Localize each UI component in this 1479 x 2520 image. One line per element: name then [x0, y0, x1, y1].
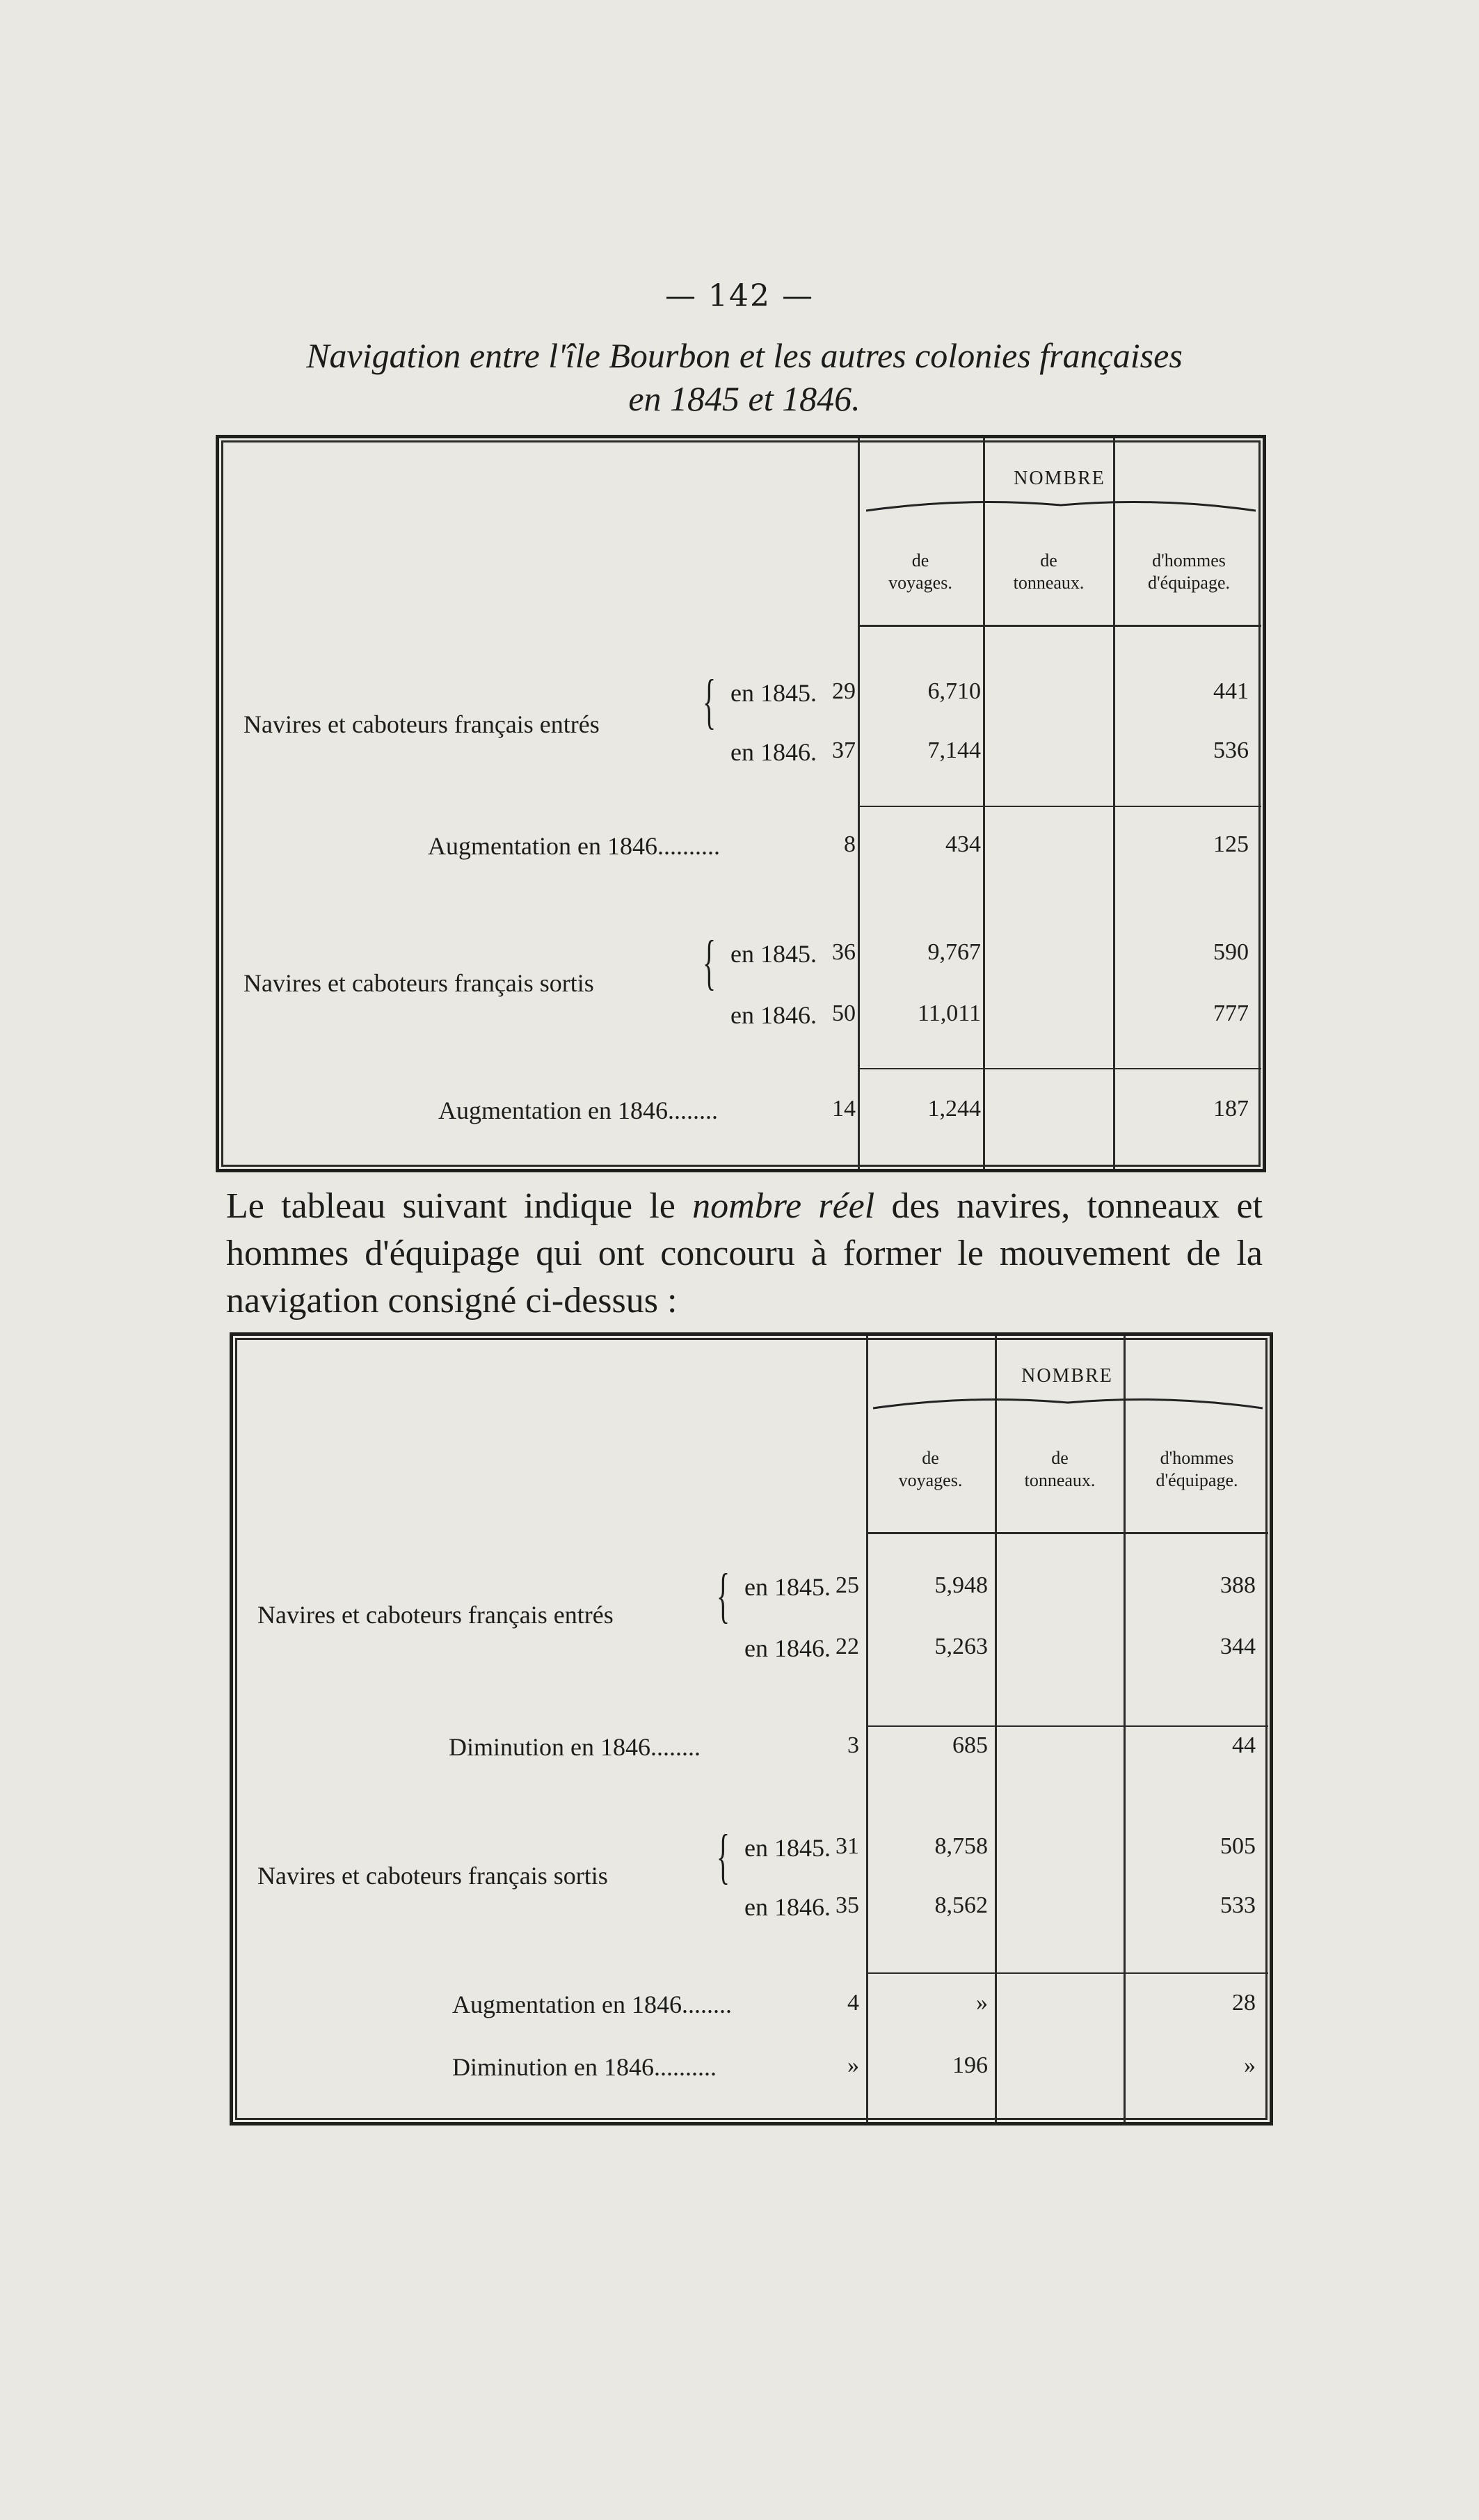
- year-1846: en 1846.: [730, 1001, 817, 1029]
- col-tonneaux-header: [996, 1447, 1124, 1492]
- cell-entres-1846-tonneaux: 7,144: [927, 737, 981, 763]
- augmentation-label: Augmentation en 1846........: [438, 1096, 718, 1124]
- col-hommes-line2: d'équipage.: [1156, 1470, 1238, 1490]
- cell-sortis-1845-hommes: 590: [1213, 939, 1249, 965]
- cell-entres-1846-voyages: 22: [836, 1634, 859, 1659]
- cell-dim1-hommes: 44: [1232, 1732, 1256, 1758]
- cell-aug2-hommes: 187: [1213, 1096, 1249, 1122]
- cell-aug-voyages: 4: [847, 1990, 859, 2016]
- cell-sortis-1846-hommes: 777: [1213, 1000, 1249, 1026]
- cell-dim1-tonneaux: 685: [952, 1732, 988, 1758]
- page-title: [209, 334, 1280, 420]
- sortis-label: Navires et caboteurs français sortis: [243, 969, 594, 997]
- col-hommes-header: [1115, 550, 1263, 594]
- augmentation-label: Augmentation en 1846........: [452, 1991, 732, 2018]
- col-voyages-line1: de: [922, 1448, 939, 1468]
- cell-sortis-1846-voyages: 35: [836, 1892, 859, 1918]
- cell-aug1-voyages: 8: [844, 831, 856, 857]
- cell-sortis-1845-hommes: 505: [1220, 1833, 1256, 1859]
- col-voyages-line2: voyages.: [888, 573, 952, 593]
- cell-dim2-tonneaux: 196: [952, 2052, 988, 2078]
- year-1846: en 1846.: [730, 738, 817, 766]
- body-paragraph: [226, 1183, 1263, 1325]
- brace: {: [717, 1823, 730, 1890]
- cell-dim1-voyages: 3: [847, 1732, 859, 1758]
- cell-sortis-1846-hommes: 533: [1220, 1892, 1256, 1918]
- cell-entres-1845-voyages: 25: [836, 1572, 859, 1598]
- paragraph-text: des navires, tonneaux et hommes d'équipage qui ont concouru à former le mouvement de la navigation consigné ci-dessus :: [226, 1186, 1263, 1321]
- col-hommes-line2: d'équipage.: [1147, 573, 1231, 593]
- year-1845: en 1845.: [730, 940, 817, 968]
- brace: {: [703, 929, 717, 996]
- col-voyages-header: [866, 1447, 995, 1492]
- sum-rule: [858, 1068, 1261, 1069]
- cell-entres-1846-tonneaux: 5,263: [934, 1634, 988, 1659]
- brace: {: [717, 1562, 730, 1629]
- col-hommes-header: [1126, 1447, 1268, 1492]
- brace: {: [703, 668, 717, 735]
- header-brace: [873, 1393, 1263, 1411]
- cell-sortis-1845-tonneaux: 9,767: [927, 939, 981, 965]
- col-divider: [858, 438, 860, 1169]
- year-1846: en 1846.: [744, 1634, 831, 1662]
- augmentation-label: Augmentation en 1846..........: [428, 832, 720, 860]
- navigation-table-1: [216, 435, 1266, 1172]
- sum-rule: [866, 1972, 1268, 1974]
- cell-entres-1846-voyages: 37: [832, 737, 856, 763]
- cell-sortis-1846-tonneaux: 11,011: [918, 1000, 981, 1026]
- sum-rule: [866, 1725, 1268, 1727]
- cell-dim2-voyages: »: [847, 2052, 859, 2078]
- cell-entres-1845-tonneaux: 6,710: [927, 678, 981, 704]
- cell-entres-1845-hommes: 441: [1213, 678, 1249, 704]
- cell-entres-1846-hommes: 536: [1213, 737, 1249, 763]
- year-1845: en 1845.: [744, 1834, 831, 1862]
- sortis-label: Navires et caboteurs français sortis: [257, 1862, 608, 1890]
- entres-label: Navires et caboteurs français entrés: [243, 710, 600, 738]
- cell-sortis-1845-voyages: 31: [836, 1833, 859, 1859]
- title-line-2: en 1845 et 1846.: [628, 379, 861, 418]
- cell-aug-tonneaux: »: [976, 1990, 988, 2016]
- cell-dim2-hommes: »: [1244, 2052, 1256, 2078]
- col-tonneaux-line1: de: [1040, 550, 1057, 571]
- cell-sortis-1845-voyages: 36: [832, 939, 856, 965]
- cell-entres-1845-tonneaux: 5,948: [934, 1572, 988, 1598]
- nombre-header: NOMBRE: [1021, 1365, 1113, 1387]
- col-tonneaux-line2: tonneaux.: [1013, 573, 1085, 593]
- header-brace: [866, 495, 1256, 513]
- cell-sortis-1846-voyages: 50: [832, 1000, 856, 1026]
- diminution-label: Diminution en 1846..........: [452, 2053, 717, 2081]
- col-tonneaux-line2: tonneaux.: [1024, 1470, 1096, 1490]
- cell-aug2-voyages: 14: [832, 1096, 856, 1122]
- col-voyages-line2: voyages.: [898, 1470, 963, 1490]
- cell-sortis-1846-tonneaux: 8,562: [934, 1892, 988, 1918]
- paragraph-text: Le tableau suivant indique le: [226, 1186, 693, 1226]
- title-line-1: Navigation entre l'île Bourbon et les autres colonies françaises: [306, 336, 1183, 375]
- sum-rule: [858, 806, 1261, 807]
- col-voyages-line1: de: [911, 550, 929, 571]
- year-1845: en 1845.: [744, 1573, 831, 1601]
- header-rule: [858, 625, 1261, 627]
- col-hommes-line1: d'hommes: [1152, 550, 1226, 571]
- col-voyages-header: [858, 550, 983, 594]
- col-hommes-line1: d'hommes: [1160, 1448, 1234, 1468]
- cell-aug1-hommes: 125: [1213, 831, 1249, 857]
- header-rule: [866, 1532, 1268, 1534]
- page-number: — 142 —: [665, 278, 814, 314]
- cell-aug-hommes: 28: [1232, 1990, 1256, 2016]
- cell-aug1-tonneaux: 434: [945, 831, 981, 857]
- diminution-label: Diminution en 1846........: [449, 1733, 701, 1761]
- col-tonneaux-line1: de: [1051, 1448, 1069, 1468]
- year-1845: en 1845.: [730, 679, 817, 707]
- col-divider: [1113, 438, 1115, 1169]
- cell-aug2-tonneaux: 1,244: [927, 1096, 981, 1122]
- year-1846: en 1846.: [744, 1893, 831, 1921]
- paragraph-emphasis: nombre réel: [692, 1186, 875, 1226]
- cell-sortis-1845-tonneaux: 8,758: [934, 1833, 988, 1859]
- cell-entres-1845-voyages: 29: [832, 678, 856, 704]
- col-divider: [983, 438, 985, 1169]
- col-tonneaux-header: [984, 550, 1113, 594]
- cell-entres-1846-hommes: 344: [1220, 1634, 1256, 1659]
- navigation-table-2: [230, 1332, 1273, 2126]
- cell-entres-1845-hommes: 388: [1220, 1572, 1256, 1598]
- nombre-header: NOMBRE: [1014, 468, 1105, 489]
- entres-label: Navires et caboteurs français entrés: [257, 1601, 614, 1629]
